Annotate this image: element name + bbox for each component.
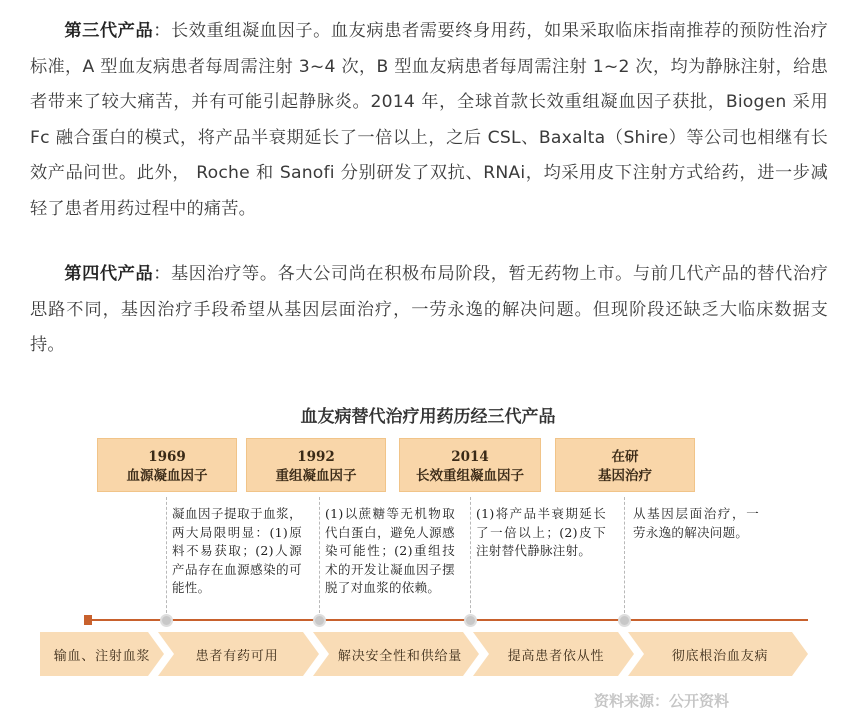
era-name: 长效重组凝血因子	[416, 468, 524, 484]
timeline-node	[313, 614, 326, 627]
era-description-2014: (1)将产品半衰期延长了一倍以上；(2)皮下注射替代静脉注射。	[476, 506, 606, 558]
timeline-node	[618, 614, 631, 627]
era-name: 重组凝血因子	[275, 468, 357, 484]
figure-source: 资料来源：公开资料	[594, 692, 730, 710]
timeline-node	[160, 614, 173, 627]
stage-label-2: 患者有药可用	[195, 649, 279, 664]
era-box-2014	[399, 438, 541, 492]
paragraph-lead: 第四代产品	[64, 264, 154, 284]
connector-line	[470, 497, 471, 613]
paragraph-fourth-generation	[30, 257, 828, 364]
era-box-1969	[97, 438, 237, 492]
connector-line	[319, 497, 320, 613]
paragraph-lead: 第三代产品	[64, 21, 154, 41]
era-box-1992	[246, 438, 386, 492]
paragraph-text: ：长效重组凝血因子。血友病患者需要终身用药，如果采取临床指南推荐的预防性治疗标准，A 型血友病患者每周需注射 3~4 次，B 型血友病患者每周需注射 1~2 次，均为静脉注射，给患者带来了较大痛苦，并有可能引起静脉炎。2014 年，全球首款长效重组凝血因子获批，Biogen 采用 Fc 融合蛋白的模式，将产品半衰期延长了一倍以上，之后 CSL、Baxalta（Shire）等公司也相继有长效产品问世。此外， Roche 和 Sanofi 分别研发了双抗、RNAi，均采用皮下注射方式给药，进一步减轻了患者用药过程中的痛苦。	[30, 21, 828, 219]
connector-line	[166, 497, 167, 613]
connector-line	[624, 497, 625, 613]
paragraph-third-generation	[30, 14, 828, 227]
era-year: 1992	[297, 449, 335, 465]
era-year: 2014	[451, 449, 489, 465]
era-name: 基因治疗	[598, 468, 652, 484]
stage-label-4: 提高患者依从性	[507, 649, 605, 664]
era-year: 在研	[611, 449, 639, 465]
paragraph-text: ：基因治疗等。各大公司尚在积极布局阶段，暂无药物上市。与前几代产品的替代治疗思路不同，基因治疗手段希望从基因层面治疗，一劳永逸的解决问题。但现阶段还缺乏大临床数据支持。	[30, 264, 828, 355]
era-name: 血源凝血因子	[126, 468, 208, 484]
stage-label-3: 解决安全性和供给量	[337, 649, 463, 664]
stage-label-5: 彻底根治血友病	[671, 649, 769, 664]
era-description-1992: (1)以蔗糖等无机物取代白蛋白，避免人源感染可能性；(2)重组技术的开发让凝血因子摆脱了对血浆的依赖。	[325, 506, 455, 595]
stage-label-1: 输血、注射血浆	[53, 649, 151, 664]
era-box-in-research	[555, 438, 695, 492]
timeline-node	[464, 614, 477, 627]
timeline-line	[88, 619, 808, 621]
era-description-1969: 凝血因子提取于血浆，两大局限明显：(1)原料不易获取；(2)人源产品存在血源感染的可能性。	[172, 506, 302, 595]
figure-title: 血友病替代治疗用药历经三代产品	[300, 407, 556, 427]
era-description-in-research: 从基因层面治疗，一劳永逸的解决问题。	[633, 506, 759, 540]
era-year: 1969	[148, 449, 186, 465]
